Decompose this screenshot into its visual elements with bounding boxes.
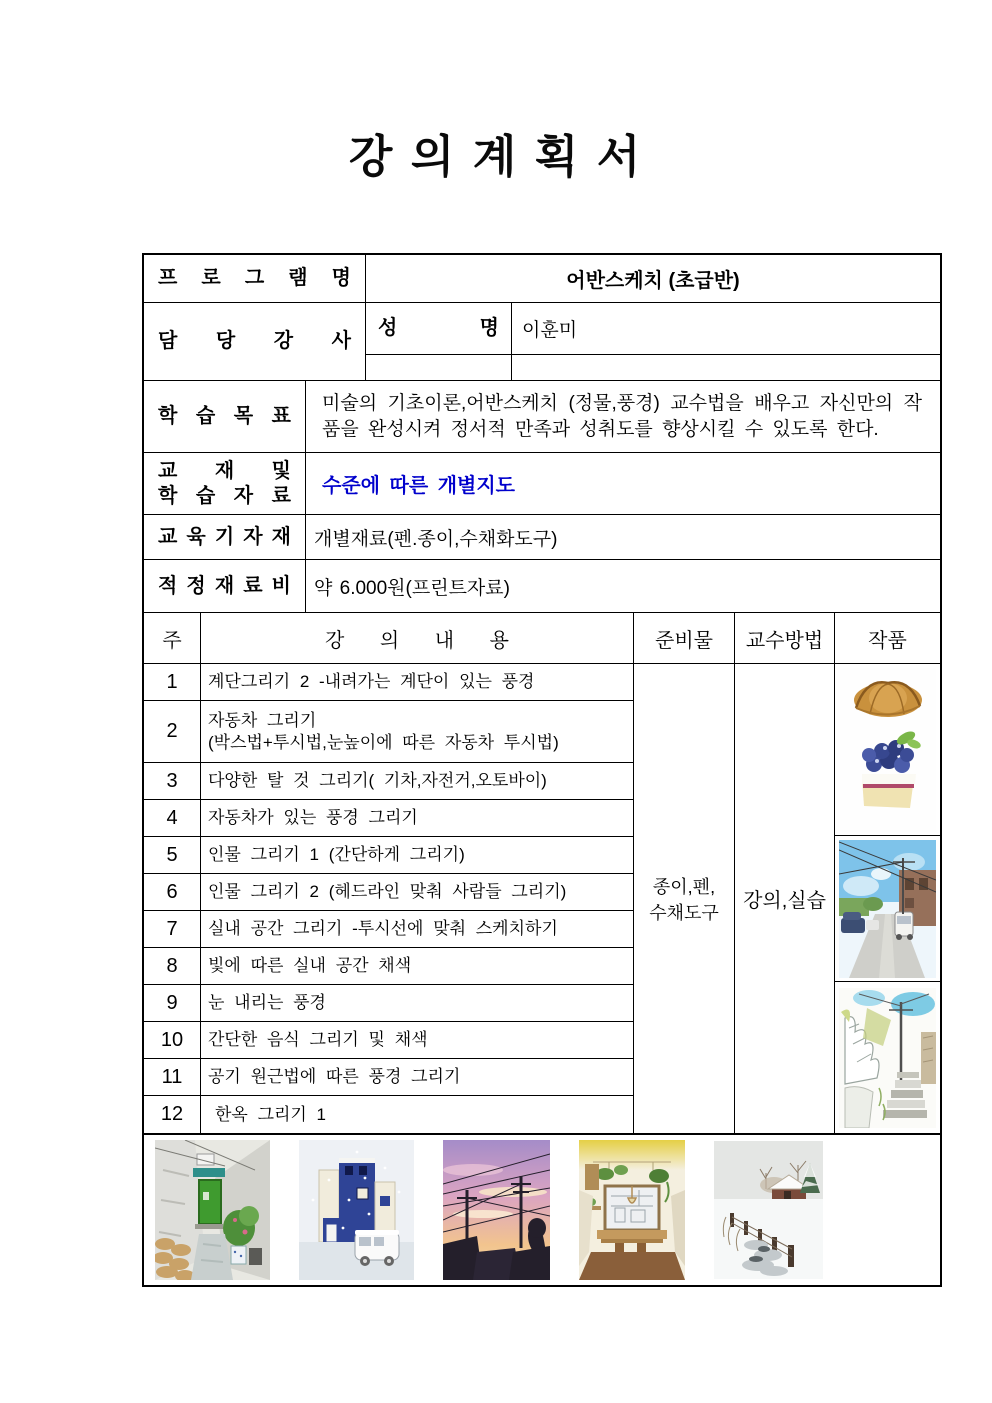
week-content (201, 664, 634, 701)
goal-label-cell (144, 381, 306, 452)
week-content-text: 한옥 그리기 1 (215, 1104, 327, 1124)
week-content (201, 1022, 634, 1059)
header-materials: 준비물 (634, 613, 735, 664)
materials-line2: 수채도구 (649, 902, 719, 923)
stairway-scene-image (839, 988, 936, 1128)
week-number: 9 (144, 985, 201, 1022)
week-content (201, 763, 634, 800)
textbook-row (144, 453, 940, 515)
week-content (201, 701, 634, 763)
week-content (201, 1059, 634, 1096)
header-content: 강 의 내 용 (201, 613, 634, 664)
artwork-strip (144, 1133, 940, 1285)
equipment-label-cell (144, 515, 306, 559)
program-row (144, 255, 940, 303)
program-value: 어반스케치 (초급반) (566, 270, 740, 292)
cafe-interior-image (579, 1140, 685, 1280)
name-label: 성 명 (378, 317, 499, 339)
goal-value-cell (306, 381, 940, 452)
week-content (201, 985, 634, 1022)
snow-field-house-image (714, 1141, 823, 1279)
goal-text: 미술의 기초이론,어반스케치 (정물,풍경) 교수법을 배우고 자신만의 작품을 완성시켜 정서적 만족과 성취도를 향상시킬 수 있도록 한다. (322, 393, 922, 440)
week-number: 2 (144, 701, 201, 763)
street-scene-image (839, 840, 936, 978)
week-content (201, 874, 634, 911)
week-number: 7 (144, 911, 201, 948)
week-content-text: 공기 원근법에 따른 풍경 그리기 (208, 1067, 461, 1087)
week-content-text: 간단한 음식 그리기 및 채색 (208, 1030, 428, 1050)
goal-row (144, 381, 940, 453)
materials-merged-cell (634, 664, 735, 1133)
week-content (201, 837, 634, 874)
empty-label-cell (366, 355, 512, 380)
cost-value: 약 6.000원(프린트자료) (314, 577, 510, 599)
week-content-text: 자동차가 있는 풍경 그리기 (208, 808, 418, 828)
instructor-empty-row (366, 355, 940, 380)
week-content (201, 800, 634, 837)
equipment-row (144, 515, 940, 560)
week-content-text: 계단그리기 2 -내려가는 계단이 있는 풍경 (208, 672, 535, 692)
blue-house-snow-image (299, 1140, 414, 1280)
goal-label: 학 습 목 표 (158, 405, 291, 427)
cost-label-cell (144, 560, 306, 612)
week-content-text: 인물 그리기 1 (간단하게 그리기) (208, 845, 465, 865)
textbook-value: 수준에 따른 개별지도 (322, 475, 515, 497)
materials-line1: 종이,펜, (652, 876, 716, 897)
week-number: 1 (144, 664, 201, 701)
sunset-powerlines-image (443, 1140, 550, 1280)
week-number: 6 (144, 874, 201, 911)
cost-label: 적 정 재 료 비 (158, 574, 291, 597)
equipment-label: 교 육 기 자 재 (158, 525, 291, 548)
instructor-row (144, 303, 940, 381)
header-week: 주 (144, 613, 201, 664)
week-number: 8 (144, 948, 201, 985)
cost-row (144, 560, 940, 613)
method-text: 강의,실습 (743, 890, 826, 912)
program-label: 프 로 그 램 명 (158, 267, 351, 289)
header-artwork: 작품 (835, 613, 940, 664)
textbook-label-cell (144, 453, 306, 514)
schedule-table (144, 613, 940, 1133)
week-number: 10 (144, 1022, 201, 1059)
week-number: 3 (144, 763, 201, 800)
instructor-detail (366, 303, 940, 380)
week-content-text: 자동차 그리기 (208, 711, 317, 731)
header-method: 교수방법 (735, 613, 835, 664)
name-value: 이훈미 (522, 320, 578, 341)
textbook-value-cell (306, 453, 940, 514)
croissant-cake-image (840, 668, 936, 832)
week-content (201, 1096, 634, 1133)
lecture-plan-table (142, 253, 942, 1287)
instructor-label-cell (144, 303, 366, 380)
artwork-stairway-scene (835, 982, 940, 1133)
instructor-name-row (366, 303, 940, 355)
alley-green-door-image (155, 1140, 270, 1280)
week-number: 12 (144, 1096, 201, 1133)
week-content-text: 실내 공간 그리기 -투시선에 맞춰 스케치하기 (208, 919, 558, 939)
program-label-cell (144, 255, 366, 302)
week-content-text: 눈 내리는 풍경 (208, 993, 326, 1013)
empty-value-cell (512, 355, 940, 380)
textbook-label-line2: 학 습 자 료 (158, 484, 291, 507)
instructor-label: 담 당 강 사 (158, 330, 351, 352)
week-content-text: 빛에 따른 실내 공간 채색 (208, 956, 412, 976)
name-label-cell (366, 303, 512, 354)
method-merged-cell (735, 664, 835, 1133)
equipment-value: 개별재료(펜.종이,수채화도구) (314, 528, 558, 550)
week-number: 4 (144, 800, 201, 837)
week-content (201, 911, 634, 948)
textbook-label-line1: 교 재 및 (158, 459, 291, 482)
week-number: 5 (144, 837, 201, 874)
artwork-street-scene (835, 836, 940, 982)
week-content-text2: (박스법+투시법,눈높이에 따른 자동차 투시법) (208, 732, 559, 752)
week-content-text: 다양한 탈 것 그리기( 기차,자전거,오토바이) (208, 771, 547, 791)
week-content-text: 인물 그리기 2 (헤드라인 맞춰 사람들 그리기) (208, 882, 567, 902)
week-number: 11 (144, 1059, 201, 1096)
week-content (201, 948, 634, 985)
artwork-croissant-blueberry-cake (835, 664, 940, 836)
page-title: 강 의 계 획 서 (348, 131, 644, 182)
artwork-merged-cell (835, 664, 940, 1133)
